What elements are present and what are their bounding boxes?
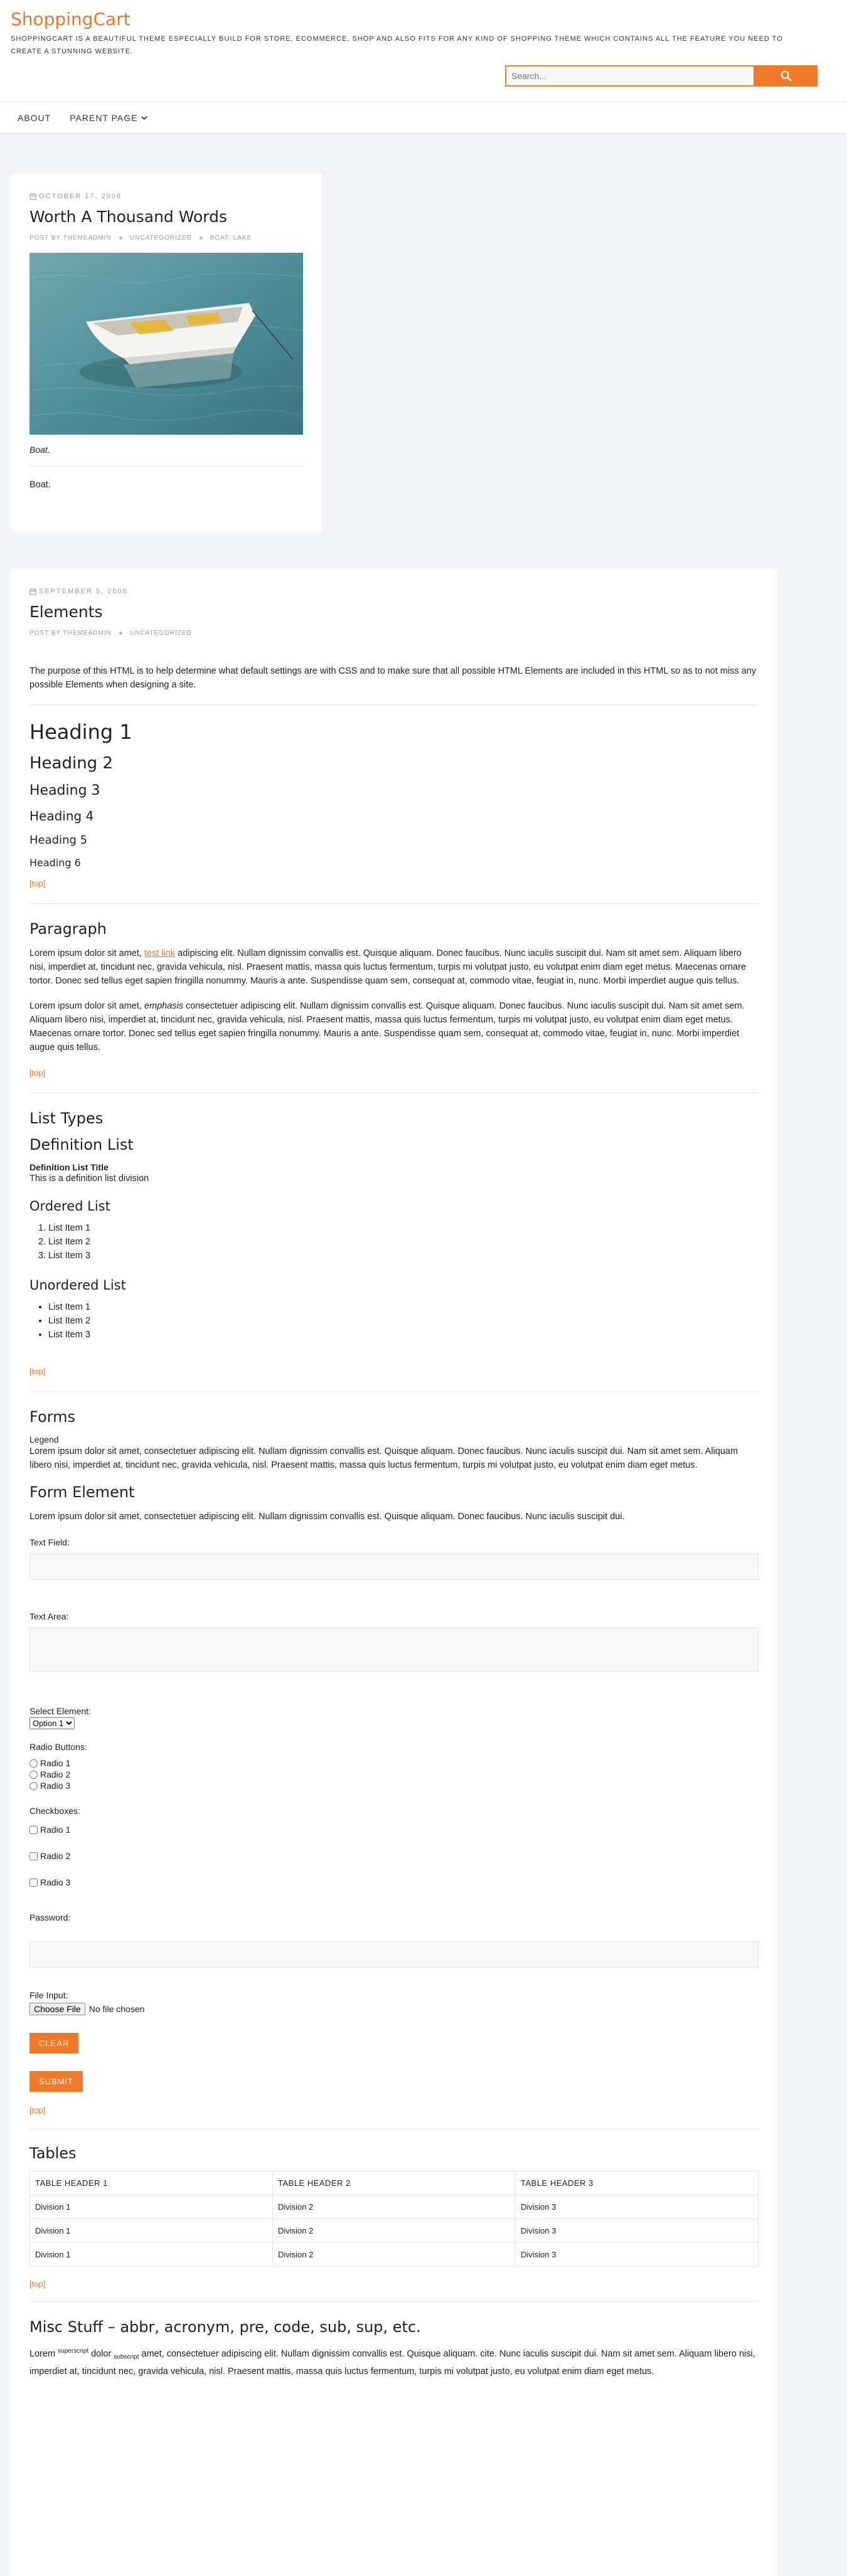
calendar-icon bbox=[29, 588, 36, 595]
nav-item-label: ABOUT bbox=[18, 113, 51, 123]
intro-paragraph: The purpose of this HTML is to help determine what default settings are with CSS and to make sure that all possible HTML Elements are included in this HTML so as to not miss any possible Elements when designing a site. bbox=[29, 666, 757, 690]
post-category[interactable]: UNCATEGORIZED bbox=[129, 630, 192, 637]
checkbox-label: Radio 3 bbox=[40, 1877, 71, 1887]
paragraph-text: dolor bbox=[88, 2348, 114, 2359]
heading-2: Heading 2 bbox=[29, 754, 113, 773]
checkbox-input[interactable] bbox=[29, 1826, 38, 1834]
password-label: Password: bbox=[29, 1912, 71, 1922]
checkbox-input[interactable] bbox=[29, 1852, 38, 1860]
table-cell: Division 2 bbox=[273, 2195, 516, 2219]
site-header bbox=[0, 0, 847, 102]
list-types-title: List Types bbox=[29, 1110, 104, 1127]
select-element[interactable] bbox=[29, 1717, 75, 1729]
paragraph-section-title: Paragraph bbox=[29, 920, 107, 938]
tables-title: Tables bbox=[29, 2144, 77, 2162]
calendar-icon bbox=[29, 193, 36, 200]
top-link[interactable]: [top] bbox=[29, 1068, 46, 1078]
paragraph-text: Lorem ipsum dolor sit amet, bbox=[29, 1001, 144, 1011]
definition-list-title: Definition List bbox=[29, 1136, 134, 1153]
text-field-label: Text Field: bbox=[29, 1537, 70, 1547]
definition-term: Definition List Title bbox=[29, 1162, 109, 1172]
heading-6: Heading 6 bbox=[29, 857, 81, 869]
top-link[interactable]: [top] bbox=[29, 2279, 46, 2289]
submit-button[interactable]: SUBMIT bbox=[29, 2071, 83, 2092]
top-link[interactable]: [top] bbox=[29, 879, 46, 888]
meta-separator bbox=[200, 236, 203, 240]
legend-text: Lorem ipsum dolor sit amet, consectetuer adipiscing elit. Nullam dignissim convallis est. Quisque aliquam. Donec faucibus. Nunc iaculis suscipit dui. Nam sit amet sem. Aliquam libero nisi, imperdiet at, tincidunt nec, gravida vehicula, nisl. Praesent mattis, massa quis luctus fermentum, turpis mi volutpat justo, eu volutpat enim diam eget metus. bbox=[29, 1446, 738, 1470]
table-cell: Division 1 bbox=[30, 2195, 273, 2219]
list-item: 3. List Item 3 bbox=[48, 1249, 759, 1263]
choose-file-button[interactable]: Choose File bbox=[29, 2003, 85, 2015]
chevron-down-icon bbox=[141, 115, 147, 120]
list-item: • List Item 2 bbox=[48, 1314, 759, 1328]
image-caption: Boat. bbox=[29, 445, 50, 455]
paragraph-text: adipiscing elit. Nullam dignissim convallis est. Quisque aliquam. Donec faucibus. Nunc iaculis suscipit dui. Nam sit amet sem. Aliquam libero nisi, imperdiet at, tincidunt nec, gravida vehicula, nisl. Praesent mattis, massa quis luctus fermentum, turpis mi volutpat justo, eu volutpat enim diam eget metus. Maecenas ornare tortor. Donec sed tellus eget sapien fringilla nonummy. Mauris a ante. Suspendisse quam sem, consequat at, commodo vitae, feugiat in, nunc. Morbi imperdiet augue quis tellus. bbox=[29, 948, 747, 986]
radio-buttons-label: Radio Buttons: bbox=[29, 1742, 87, 1752]
radio-option-1[interactable] bbox=[29, 1758, 759, 1768]
paragraph-text: amet, consectetuer adipiscing elit. Nullam dignissim convallis est. Quisque aliquam. cite. Nunc iaculis suscipit dui. Nam sit amet sem. Aliquam libero nisi, imperdiet at, tincidunt nec, gravida vehicula, nisl. Praesent mattis, massa quis luctus fermentum, turpis mi volutpat justo, eu volutpat enim diam eget metus. bbox=[29, 2348, 755, 2377]
post-date bbox=[29, 588, 759, 595]
table-cell: Division 2 bbox=[273, 2243, 516, 2267]
checkbox-option-3[interactable] bbox=[29, 1877, 759, 1887]
list-item: 2. List Item 2 bbox=[48, 1235, 759, 1249]
text-area-input[interactable] bbox=[29, 1628, 759, 1672]
select-label: Select Element: bbox=[29, 1706, 92, 1716]
table-cell: Division 1 bbox=[30, 2219, 273, 2243]
main-navigation bbox=[0, 102, 847, 134]
checkbox-label: Radio 1 bbox=[40, 1825, 71, 1835]
radio-input[interactable] bbox=[29, 1759, 38, 1768]
post-author[interactable]: POST BY THEMEADMIN bbox=[29, 235, 112, 241]
file-input-label: File Input: bbox=[29, 1990, 68, 2000]
table-cell: Division 3 bbox=[516, 2219, 759, 2243]
radio-input[interactable] bbox=[29, 1771, 38, 1779]
radio-option-2[interactable] bbox=[29, 1769, 759, 1779]
paragraph-text: consectetuer adipiscing elit. Nullam dignissim convallis est. Quisque aliquam. Donec faucibus. Nunc iaculis suscipit dui. Nam sit amet sem. Aliquam libero nisi, imperdiet at, tincidunt nec, gravida vehicula, nisl. Praesent mattis, massa quis luctus fermentum, turpis mi volutpat justo, eu volutpat enim diam eget metus. Maecenas ornare tortor. Donec sed tellus eget sapien fringilla nonummy. Mauris a ante. Suspendisse quam sem, consequat at, commodo vitae, feugiat in, nunc. Morbi imperdiet augue quis tellus. bbox=[29, 1001, 745, 1052]
search-form bbox=[505, 65, 818, 87]
divider bbox=[29, 903, 759, 904]
search-button[interactable] bbox=[755, 65, 818, 87]
table-cell: Division 1 bbox=[30, 2243, 273, 2267]
meta-separator bbox=[119, 236, 122, 240]
checkbox-input[interactable] bbox=[29, 1879, 38, 1887]
meta-separator bbox=[119, 632, 122, 635]
heading-1: Heading 1 bbox=[29, 720, 132, 744]
boat-image[interactable] bbox=[29, 253, 303, 435]
heading-5: Heading 5 bbox=[29, 834, 88, 847]
post-date-text[interactable]: SEPTEMBER 5, 2008 bbox=[39, 588, 128, 595]
ordered-list bbox=[29, 1221, 759, 1263]
radio-label: Radio 1 bbox=[40, 1758, 71, 1768]
text-area-label: Text Area: bbox=[29, 1611, 69, 1621]
post-meta bbox=[29, 235, 303, 241]
misc-paragraph bbox=[29, 2345, 759, 2378]
search-input[interactable] bbox=[505, 65, 755, 87]
form-element-text: Lorem ipsum dolor sit amet, consectetuer adipiscing elit. Nullam dignissim convallis est. Quisque aliquam. Donec faucibus. Nunc iaculis suscipit dui. bbox=[29, 1512, 625, 1522]
file-input bbox=[29, 2003, 759, 2015]
nav-item-parent-page[interactable] bbox=[70, 113, 147, 123]
table-row bbox=[30, 2243, 759, 2267]
post-category[interactable]: UNCATEGORIZED bbox=[129, 235, 192, 241]
divider bbox=[29, 704, 759, 705]
superscript-text: superscript bbox=[58, 2348, 89, 2355]
post-tags[interactable]: BOAT, LAKE bbox=[210, 235, 252, 241]
table-header: TABLE HEADER 1 bbox=[30, 2171, 273, 2195]
post-title[interactable]: Elements bbox=[29, 603, 103, 621]
forms-title: Forms bbox=[29, 1408, 75, 1426]
heading-3: Heading 3 bbox=[29, 783, 100, 798]
post-card-elements bbox=[11, 569, 777, 2576]
form-element-title: Form Element bbox=[29, 1483, 135, 1501]
post-date bbox=[29, 193, 303, 200]
subscript-text: subscript bbox=[114, 2353, 139, 2361]
radio-label: Radio 3 bbox=[40, 1781, 71, 1791]
table-cell: Division 3 bbox=[516, 2243, 759, 2267]
table-header: TABLE HEADER 2 bbox=[273, 2171, 516, 2195]
list-item: 1. List Item 1 bbox=[48, 1221, 759, 1235]
nav-item-label: PARENT PAGE bbox=[70, 113, 138, 123]
heading-4: Heading 4 bbox=[29, 808, 94, 824]
password-input[interactable] bbox=[29, 1941, 759, 1968]
list-item: • List Item 3 bbox=[48, 1328, 759, 1342]
site-description: SHOPPINGCART IS A BEAUTIFUL THEME ESPECIALLY BUILD FOR STORE, ECOMMERCE, SHOP AND ALSO FITS FOR ANY KIND OF SHOPPING THEME WHICH CONTAINS ALL THE FEATURE YOU NEED TO CREATE A STUNNING WEBSITE. bbox=[11, 35, 783, 55]
post-meta bbox=[29, 630, 759, 637]
definition-description: This is a definition list division bbox=[29, 1174, 149, 1184]
unordered-list bbox=[29, 1300, 759, 1342]
search-icon bbox=[780, 70, 792, 82]
radio-input[interactable] bbox=[29, 1782, 38, 1790]
nav-item-about[interactable] bbox=[18, 113, 51, 123]
misc-title: Misc Stuff – abbr, acronym, pre, code, sub, sup, etc. bbox=[29, 2318, 421, 2336]
divider bbox=[29, 1391, 759, 1392]
paragraph-1 bbox=[29, 946, 759, 988]
post-body: Boat. bbox=[29, 480, 51, 490]
table-cell: Division 2 bbox=[273, 2219, 516, 2243]
unordered-list-title: Unordered List bbox=[29, 1278, 126, 1293]
divider bbox=[29, 2301, 759, 2302]
test-link[interactable]: test link bbox=[144, 948, 176, 958]
radio-label: Radio 2 bbox=[40, 1769, 71, 1779]
file-status: No file chosen bbox=[88, 2004, 145, 2014]
post-card-worth-a-thousand-words bbox=[11, 174, 322, 531]
table-header: TABLE HEADER 3 bbox=[516, 2171, 759, 2195]
paragraph-text: Lorem bbox=[29, 2348, 58, 2359]
paragraph-text: Lorem ipsum dolor sit amet, bbox=[29, 948, 144, 958]
site-title[interactable]: ShoppingCart bbox=[11, 9, 131, 29]
table-header-row bbox=[30, 2171, 759, 2195]
paragraph-2 bbox=[29, 999, 759, 1054]
emphasis-text: emphasis bbox=[144, 1001, 183, 1011]
top-link[interactable]: [top] bbox=[29, 2106, 46, 2115]
ordered-list-title: Ordered List bbox=[29, 1199, 110, 1214]
table-cell: Division 3 bbox=[516, 2195, 759, 2219]
divider bbox=[29, 466, 303, 467]
clear-button[interactable]: CLEAR bbox=[29, 2033, 78, 2054]
post-author[interactable]: POST BY THEMEADMIN bbox=[29, 630, 112, 637]
legend-label: Legend bbox=[29, 1434, 59, 1444]
table-row bbox=[30, 2195, 759, 2219]
checkbox-option-1[interactable] bbox=[29, 1825, 759, 1835]
checkbox-option-2[interactable] bbox=[29, 1851, 759, 1861]
post-date-text[interactable]: OCTOBER 17, 2008 bbox=[39, 193, 122, 200]
post-title[interactable]: Worth A Thousand Words bbox=[29, 208, 228, 226]
list-item: • List Item 1 bbox=[48, 1300, 759, 1314]
checkbox-label: Radio 2 bbox=[40, 1851, 71, 1861]
table-row bbox=[30, 2219, 759, 2243]
top-link[interactable]: [top] bbox=[29, 1367, 46, 1376]
text-field-input[interactable] bbox=[29, 1554, 759, 1580]
checkboxes-label: Checkboxes: bbox=[29, 1806, 80, 1816]
data-table bbox=[29, 2171, 759, 2267]
radio-option-3[interactable] bbox=[29, 1781, 759, 1791]
